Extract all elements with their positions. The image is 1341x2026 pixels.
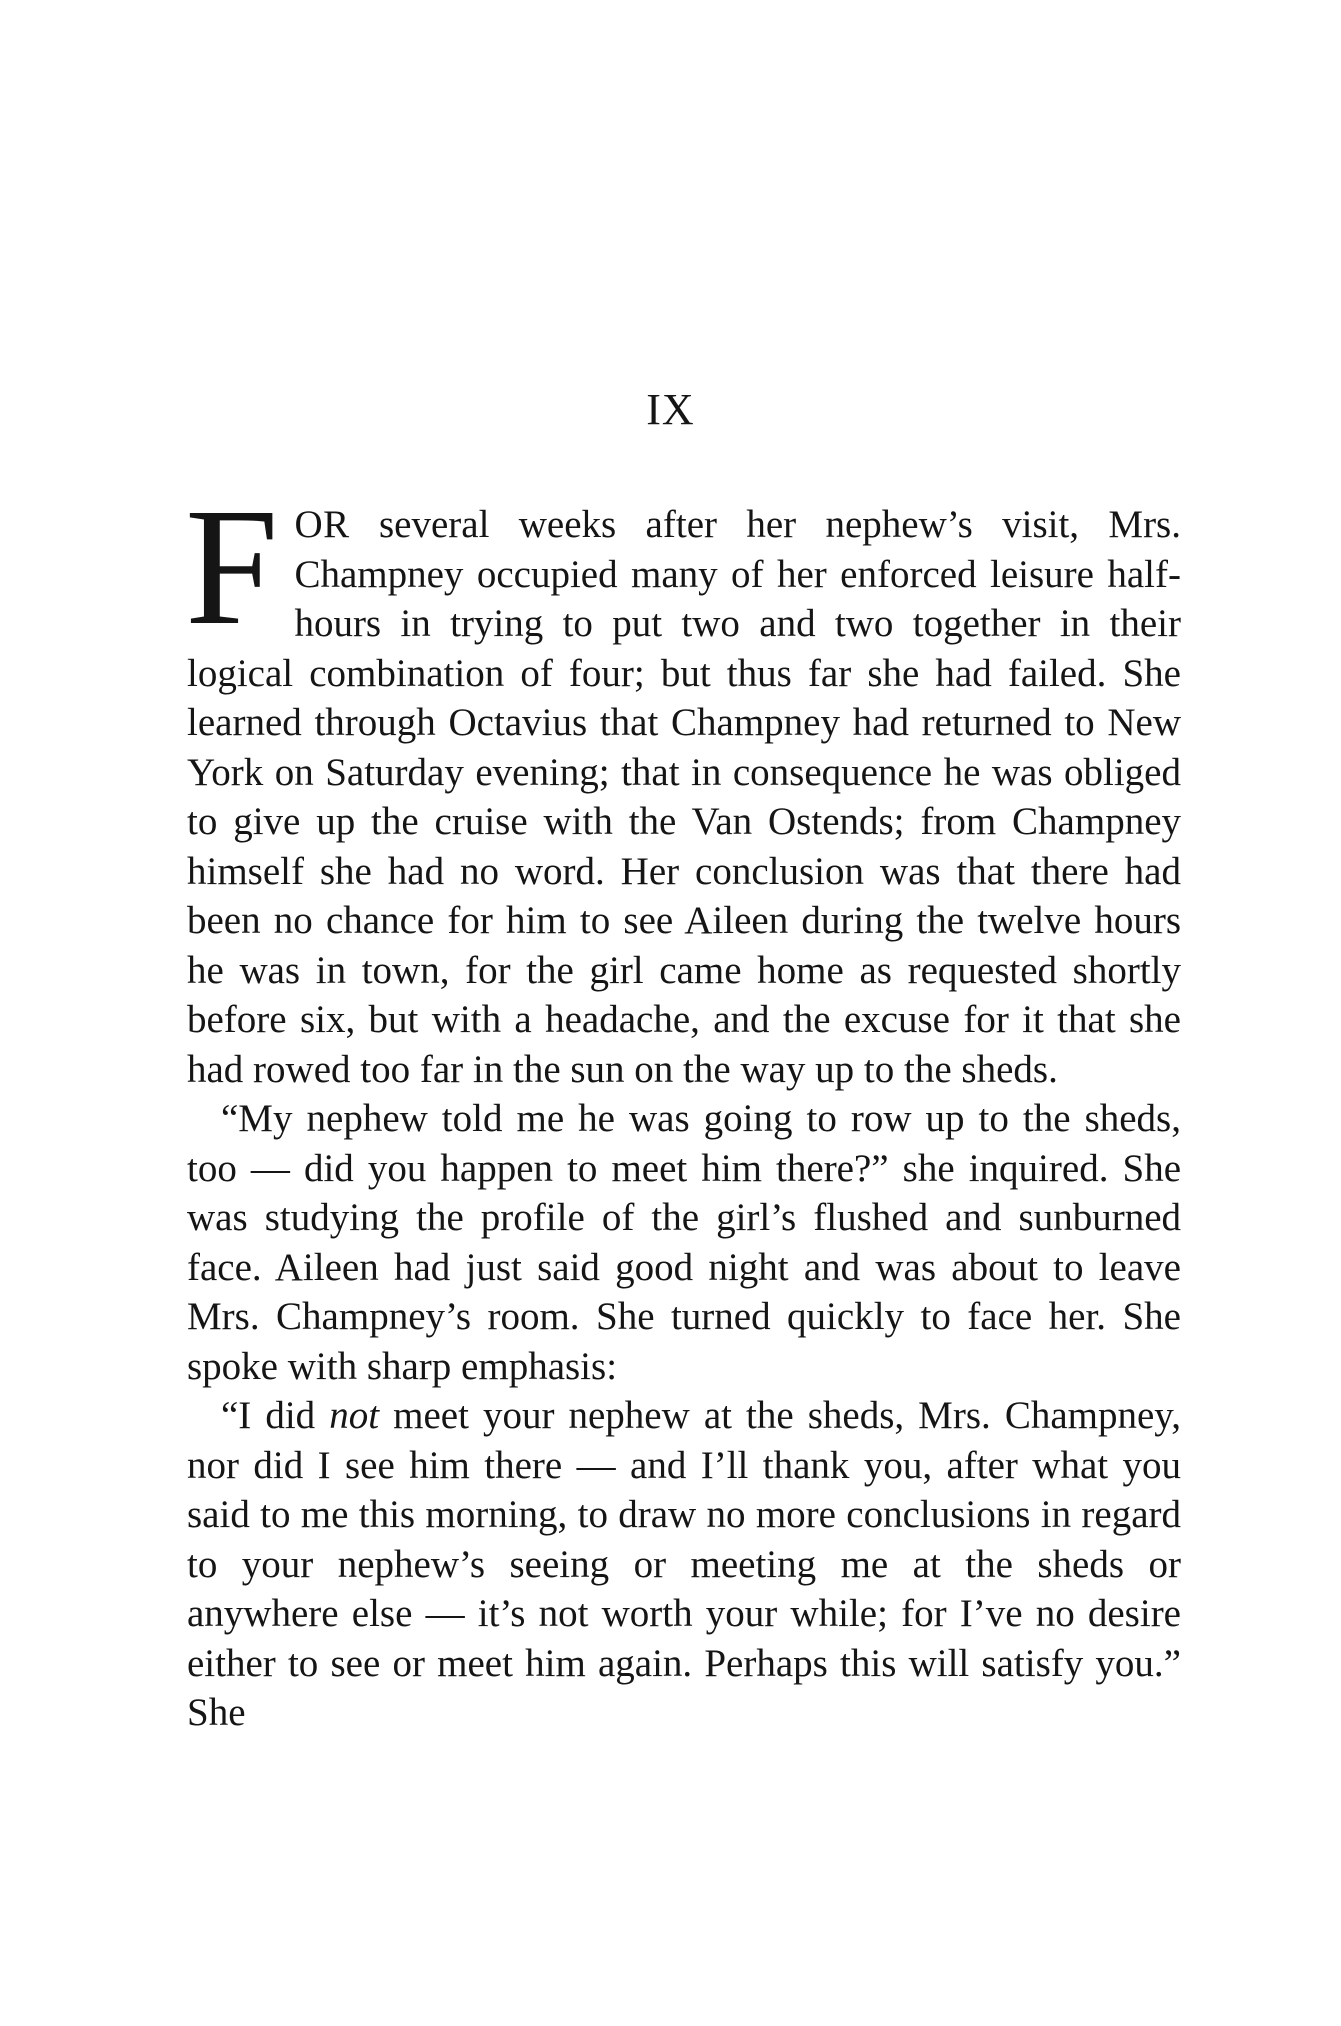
paragraph-3-emphasis: not (329, 1394, 380, 1437)
chapter-text (185, 474, 1181, 1738)
chapter-heading: IX (646, 385, 695, 434)
paragraph-1-text: several weeks after her nephew’s visit, Mrs. Champney occupied many of her enforced leisure half-hours in trying to put two and two together in their logical combination of four; but thus far she had failed. She learned through Octavius that Champney had returned to New York on Saturday evening; that in consequence he was obliged to give up the cruise with the Van Ostends; from Champney himself she had no word. Her conclusion was that there had been no chance for him to see Aileen during the twelve hours he was in town, for the girl came home as requested shortly before six, but with a headache, and the excuse for it that she had rowed too far in the sun on the way up to the sheds. (187, 503, 1181, 1091)
paragraph-2: “My nephew told me he was going to row up to the sheds, too — did you happen to meet him there?” she inquired. She was studying the profile of the girl’s flushed and sunburned face. Aileen had just said good night and was about to leave Mrs. Champney’s room. She turned quickly to face her. She spoke with sharp emphasis: (187, 1097, 1181, 1388)
paragraph-3 (187, 1391, 1181, 1738)
paragraph-3-after: meet your nephew at the sheds, Mrs. Champney, nor did I see him there — and I’ll thank you, after what you said to me this morning, to draw no more conclusions in regard to your nephew’s seeing or meeting me at the sheds or anywhere else — it’s not worth your while; for I’ve no desire either to see or meet him again. Perhaps this will satisfy you.” She (187, 1394, 1181, 1734)
paragraph-3-before: “I did (221, 1394, 330, 1437)
drop-cap: F (185, 474, 279, 660)
paragraph-1-lead: OR (294, 503, 350, 546)
paragraph-1 (185, 474, 1181, 1094)
